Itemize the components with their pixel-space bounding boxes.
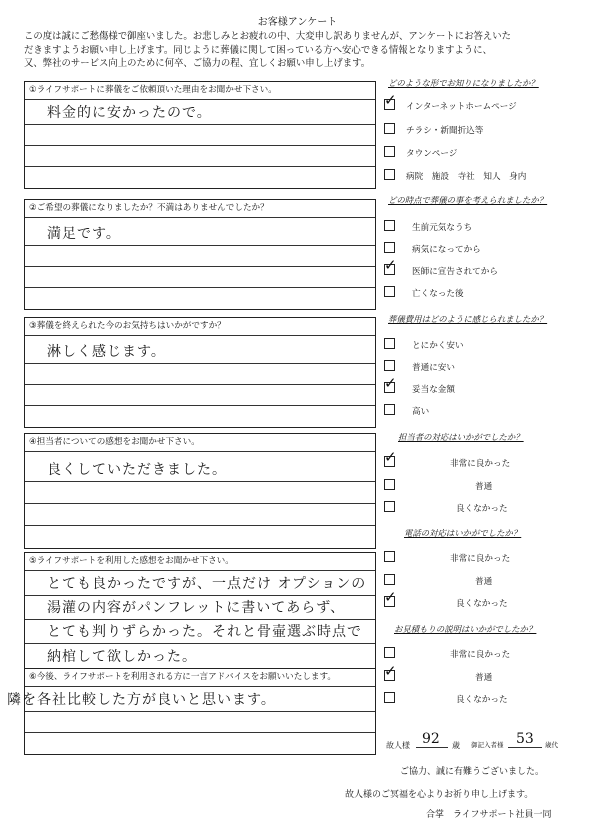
section-header-phone: 電話の対応はいかがでしたか？ [404, 528, 522, 538]
checkbox[interactable] [384, 242, 395, 253]
answer-text: 料金的に安かったので。 [47, 105, 212, 121]
option-label: 普通 [475, 673, 493, 683]
answer-line [25, 125, 375, 146]
answer-text: 良くしていただきました。 [47, 462, 227, 478]
deceased-age-unit: 歳 [452, 741, 460, 750]
answer-line [25, 482, 375, 504]
checkbox[interactable] [384, 338, 395, 349]
option-label: 普通に安い [412, 363, 455, 373]
question-2 [24, 199, 376, 310]
checkbox[interactable] [384, 360, 395, 371]
checkbox[interactable] [384, 123, 395, 134]
question-6 [7, 668, 376, 755]
check-mark-icon: ✓ [384, 374, 397, 392]
check-mark-icon: ✓ [384, 448, 397, 466]
answer-line [7, 687, 375, 712]
checkbox[interactable] [384, 220, 395, 231]
question-5 [24, 552, 376, 669]
question-label: ⑤ライフサポートを利用した感想をお聞かせ下さい。 [25, 553, 375, 571]
respondent-age-value: 53 [516, 731, 534, 747]
section-header-how-known: どのような形でお知りになりましたか？ [388, 78, 539, 88]
option-label: タウンページ [406, 149, 458, 159]
checkbox[interactable] [384, 588, 397, 607]
signature-text: 合掌 ライフサポート社員一同 [426, 810, 552, 820]
answer-text: とても判りずらかった。それと骨壷選ぶ時点で [47, 624, 362, 640]
option-label: 医師に宣告されてから [412, 267, 498, 277]
option-label: 良くなかった [456, 504, 508, 514]
answer-line [25, 364, 375, 385]
answer-line [25, 712, 375, 733]
checkbox[interactable] [384, 662, 397, 681]
option-label: 病院 施設 寺社 知人 身内 [406, 172, 527, 182]
section-header-estimate: お見積もりの説明はいかがでしたか？ [394, 624, 537, 634]
question-3 [24, 317, 376, 428]
option-label: 非常に良かった [450, 650, 511, 660]
option-label: とにかく安い [412, 341, 464, 351]
respondent-age-unit: 歳代 [545, 741, 558, 749]
checkbox[interactable] [384, 479, 395, 490]
check-mark-icon: ✓ [384, 662, 397, 680]
option-label: 亡くなった後 [412, 289, 464, 299]
answer-line [25, 644, 375, 668]
respondent-age-label: 御記入者様 [471, 741, 504, 749]
checkbox[interactable] [384, 91, 397, 110]
page-title: お客様アンケート [257, 17, 338, 28]
answer-line [25, 452, 375, 482]
answer-text: 隣を各社比較した方が良いと思います。 [7, 692, 276, 708]
answer-text: 湯灌の内容がパンフレットに書いてあらず、 [47, 600, 346, 616]
answer-text: 納棺して欲しかった。 [47, 649, 197, 665]
option-label: 高い [412, 407, 430, 417]
answer-text: 満足です。 [47, 226, 121, 242]
section-header-staff: 担当者の対応はいかがでしたか？ [398, 432, 524, 442]
question-label: ⑥今後、ライフサポートを利用される方に一言アドバイスをお願いいたします。 [25, 669, 375, 687]
option-label: 普通 [475, 577, 493, 587]
option-label: 妥当な金額 [412, 385, 455, 395]
checkbox[interactable] [384, 256, 397, 275]
answer-line [25, 526, 375, 548]
question-1 [24, 81, 376, 189]
check-mark-icon: ✓ [384, 588, 397, 606]
checkbox[interactable] [384, 574, 395, 585]
answer-line [25, 336, 375, 364]
intro-text: この度は誠にご愁傷様で御座いました。お悲しみとお疲れの中、大変申し訳ありませんが、アンケートにお答えいた だきますようお願い申し上げます。同じように葬儀に関して困っている方へ安心できる情報となりますように、 又、弊社のサービス向上のために何卒、ご協力の程、宜しくお願い申し上げます。 [24, 31, 511, 69]
option-label: インターネットホームページ [406, 102, 517, 112]
deceased-age-label: 故人様 [386, 741, 410, 750]
checkbox[interactable] [384, 374, 397, 393]
option-label: 生前元気なうち [412, 223, 473, 233]
question-label: ④担当者についての感想をお聞かせ下さい。 [25, 434, 375, 452]
section-header-when-considered: どの時点で葬儀の事を考えられましたか？ [388, 195, 548, 205]
section-header-cost: 葬儀費用はどのように感じられましたか？ [388, 314, 548, 324]
answer-line [25, 406, 375, 427]
answer-line [25, 620, 375, 644]
checkbox[interactable] [384, 286, 395, 297]
checkbox[interactable] [384, 169, 395, 180]
check-mark-icon: ✓ [384, 256, 397, 274]
checkbox[interactable] [384, 146, 395, 157]
checkbox[interactable] [384, 692, 395, 703]
underline [508, 747, 542, 748]
question-label: ③葬儀を終えられた今のお気持ちはいかがですか？ [25, 318, 375, 336]
answer-line [25, 218, 375, 246]
answer-line [25, 733, 375, 754]
check-mark-icon: ✓ [384, 91, 397, 109]
checkbox[interactable] [384, 501, 395, 512]
answer-line [25, 100, 375, 125]
option-label: 普通 [475, 482, 493, 492]
thanks-text: ご協力、誠に有難うございました。 [400, 767, 545, 777]
answer-line [25, 288, 375, 309]
answer-line [25, 167, 375, 188]
answer-text: とても良かったですが、一点だけ オプションの [47, 576, 367, 592]
option-label: 非常に良かった [450, 459, 511, 469]
checkbox[interactable] [384, 448, 397, 467]
answer-line [25, 571, 375, 596]
checkbox[interactable] [384, 404, 395, 415]
deceased-age-value: 92 [422, 731, 440, 747]
answer-line [25, 267, 375, 288]
option-label: 病気になってから [412, 245, 481, 255]
answer-line [25, 146, 375, 167]
answer-line [25, 385, 375, 406]
answer-line [25, 596, 375, 620]
question-label: ①ライフサポートに葬儀をご依頼頂いた理由をお聞かせ下さい。 [25, 82, 375, 100]
question-label: ②ご希望の葬儀になりましたか？不満はありませんでしたか？ [25, 200, 375, 218]
condolence-text: 故人様のご冥福を心よりお祈り申し上げます。 [345, 790, 534, 800]
question-4 [24, 433, 376, 549]
answer-text: 淋しく感じます。 [47, 344, 166, 360]
option-label: 良くなかった [456, 599, 508, 609]
answer-line [25, 246, 375, 267]
underline [416, 747, 448, 748]
option-label: 非常に良かった [450, 554, 511, 564]
checkbox[interactable] [384, 551, 395, 562]
answer-line [25, 504, 375, 526]
option-label: チラシ・新聞折込等 [406, 126, 484, 136]
checkbox[interactable] [384, 647, 395, 658]
option-label: 良くなかった [456, 695, 508, 705]
